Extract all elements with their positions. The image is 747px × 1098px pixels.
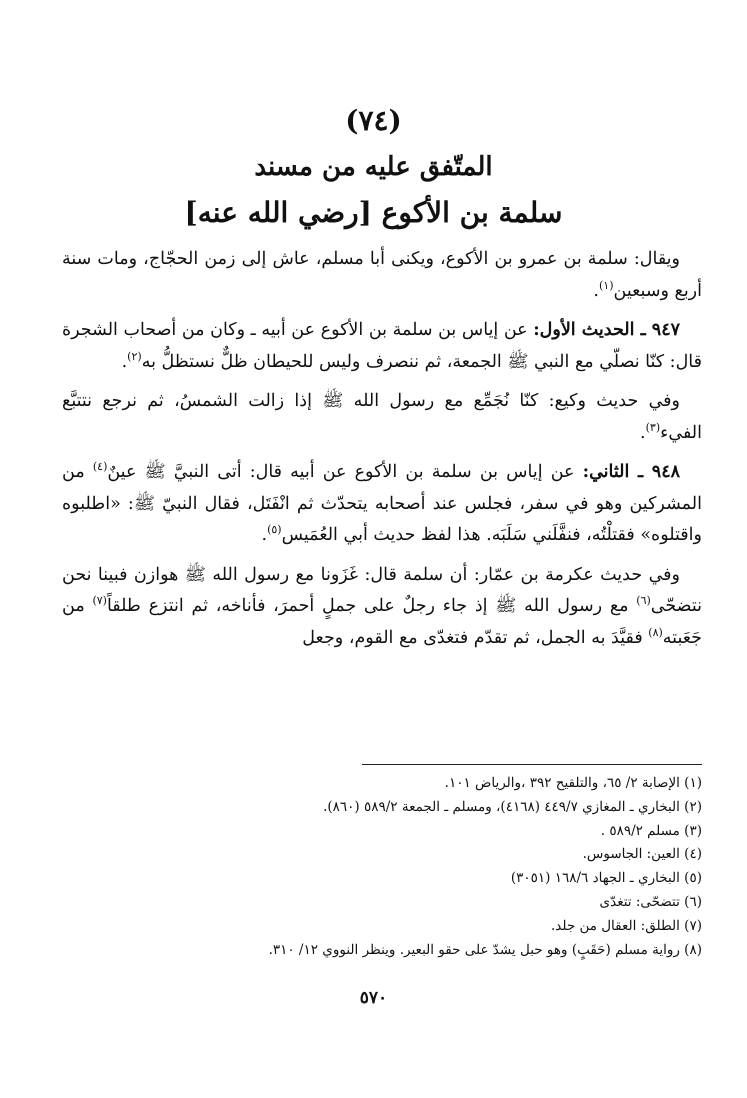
footnote: (٣) مسلم ٥٨٩/٢ . xyxy=(600,822,702,839)
chapter-title-line-2: سلمة بن الأكوع [رضي الله عنه] xyxy=(184,196,563,229)
footnote-ref: (٨) xyxy=(648,625,663,639)
footnote-ref: (١) xyxy=(598,278,614,292)
footnote-ref: (٢) xyxy=(127,349,142,363)
footnote-ref: (٤) xyxy=(92,460,108,474)
footnote: (٨) رواية مسلم (حَقَبٍ) وهو حبل يشدّ على حقو البعير. وينظر النووي ١٢/ ٣١٠. xyxy=(268,941,702,958)
footnote: (٦) تتضحّى: تتغدّى xyxy=(599,893,702,910)
footnotes xyxy=(62,772,702,962)
chapter-title-line-1: المتّفق عليه من مسند xyxy=(254,152,493,182)
footnote-ref: (٦) xyxy=(636,594,651,608)
hadith-947-heading: ٩٤٧ ـ الحديث الأول: xyxy=(533,320,680,340)
footnote: (١) الإصابة ٢/ ٦٥، والتلقيح ٣٩٢ ،والرياض ١٠١. xyxy=(444,775,702,791)
footnote-divider xyxy=(362,764,702,765)
footnote-ref: (٥) xyxy=(267,523,282,537)
waki-paragraph xyxy=(62,386,702,449)
page-number: ٥٧٠ xyxy=(359,988,388,1008)
footnote: (٢) البخاري ـ المغازي ٤٤٩/٧ (٤١٦٨)، ومسلم ـ الجمعة ٥٨٩/٢ (٨٦٠). xyxy=(323,798,702,815)
punctuation: . xyxy=(593,280,599,301)
punctuation: . xyxy=(640,422,646,443)
footnote-ref: (٣) xyxy=(645,420,661,434)
punctuation: . xyxy=(261,525,268,545)
hadith-947-text: عن إياس بن سلمة بن الأكوع عن أبيه ـ وكان من أصحاب الشجرة قال: كنّا نصلّي مع النبي ﷺ الجمعة، ثم ننصرف وليس للحيطان ظلٌّ نستظلُّ به xyxy=(61,320,702,372)
intro-text: ويقال: سلمة بن عمرو بن الأكوع، ويكنى أبا مسلم، عاش إلى زمن الحجّاج، ومات سنة أربع وسبعين xyxy=(62,249,702,301)
hadith-947 xyxy=(62,315,702,378)
ikrima-text: من جَعَبته xyxy=(62,596,702,648)
chapter-number: (٧٤) xyxy=(345,104,402,137)
ikrima-text: وفي حديث عكرمة بن عمّار: أن سلمة قال: غَزَونا مع رسول الله ﷺ هوازن فبينا نحن نتضحّى xyxy=(62,564,702,616)
hadith-948-text: عن إياس بن سلمة بن الأكوع عن أبيه قال: أتى النبيَّ ﷺ عينٌ xyxy=(107,462,583,482)
footnote: (٤) العين: الجاسوس. xyxy=(582,846,702,863)
footnote-ref: (٧) xyxy=(92,594,107,608)
ikrima-text: فقيَّدَ به الجمل، ثم تقدّم فتغدّى مع القوم، وجعل xyxy=(302,627,649,648)
hadith-948-text: من المشركين وهو في سفر، فجلس عند أصحابه يتحدّث ثم انْفَتَل، فقال النبيّ ﷺ: «اطلبوه واقتلوه» فقتلْتُه، فنفَّلَني سَلَبَه. هذا لفظ حديث أبي العُمَيس xyxy=(62,462,702,545)
intro-paragraph xyxy=(62,244,702,307)
ikrima-paragraph xyxy=(62,560,702,655)
footnote: (٥) البخاري ـ الجهاد ١٦٨/٦ (٣٠٥١) xyxy=(510,870,702,887)
body-text xyxy=(62,244,702,662)
punctuation: . xyxy=(121,351,128,372)
footnote: (٧) الطلق: العقال من جلد. xyxy=(550,917,702,934)
hadith-948 xyxy=(62,457,702,552)
hadith-948-heading: ٩٤٨ ـ الثاني: xyxy=(582,462,680,482)
waki-text: وفي حديث وكيع: كنّا نُجَمِّع مع رسول الله ﷺ إذا زالت الشمسُ، ثم نرجع نتتبَّع الفيء xyxy=(62,391,702,443)
ikrima-text: مع رسول الله ﷺ إذ جاء رجلٌ على جملٍ أحمرَ، فأناخه، ثم انتزع طلقاً xyxy=(106,596,637,616)
